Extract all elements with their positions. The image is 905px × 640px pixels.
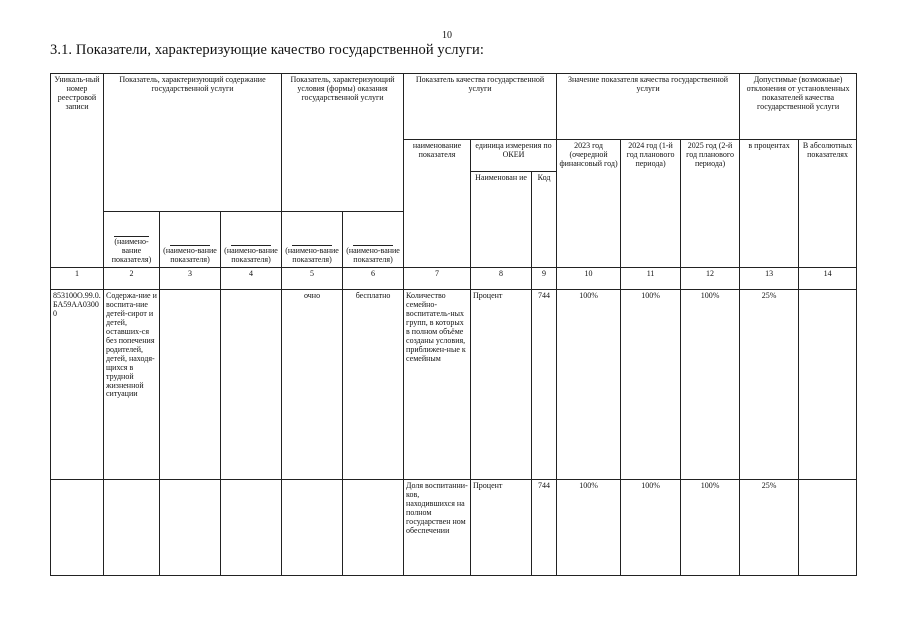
column-number: 7 bbox=[404, 268, 471, 290]
header-year-2023: 2023 год (очередной финансовый год) bbox=[557, 140, 621, 268]
header-year-2025: 2025 год (2-й год планового периода) bbox=[681, 140, 740, 268]
column-number: 11 bbox=[621, 268, 681, 290]
value-2024: 100% bbox=[621, 290, 681, 480]
quality-indicator-name: Доля воспитанни-ков, находившихся на полном государствен ном обеспечении bbox=[404, 480, 471, 576]
content-indicator-2 bbox=[160, 290, 221, 480]
value-2025: 100% bbox=[681, 480, 740, 576]
subheader-name-col2: (наимено-вание показателя) bbox=[104, 212, 160, 268]
column-number: 12 bbox=[681, 268, 740, 290]
registry-number bbox=[51, 480, 104, 576]
header-okei-name: Наименован ие bbox=[471, 172, 532, 268]
subheader-name-col5: (наимено-вание показателя) bbox=[282, 212, 343, 268]
unit-code: 744 bbox=[532, 480, 557, 576]
page-number: 10 bbox=[442, 30, 452, 41]
section-title: 3.1. Показатели, характеризующие качество государственной услуги: bbox=[50, 42, 485, 58]
header-deviation: Допустимые (возможные) отклонения от установленных показателей качества государственной услуги bbox=[740, 74, 857, 140]
subheader-name-col6: (наимено-вание показателя) bbox=[343, 212, 404, 268]
column-number: 5 bbox=[282, 268, 343, 290]
header-okei-unit: единица измерения по ОКЕИ bbox=[471, 140, 557, 172]
column-number: 9 bbox=[532, 268, 557, 290]
registry-number: 853100О.99.0.БА59АА03000 bbox=[51, 290, 104, 480]
header-unique-number: Уникаль-ный номер реестровой записи bbox=[51, 74, 104, 268]
table-row bbox=[51, 480, 857, 576]
header-in-percent: в процентах bbox=[740, 140, 799, 268]
header-year-2024: 2024 год (1-й год планового периода) bbox=[621, 140, 681, 268]
column-number: 14 bbox=[799, 268, 857, 290]
unit-name: Процент bbox=[471, 480, 532, 576]
header-okei-code: Код bbox=[532, 172, 557, 268]
deviation-absolute bbox=[799, 480, 857, 576]
condition-payment bbox=[343, 480, 404, 576]
column-number: 3 bbox=[160, 268, 221, 290]
content-indicator-3 bbox=[221, 290, 282, 480]
deviation-percent: 25% bbox=[740, 480, 799, 576]
quality-indicators-table bbox=[50, 73, 857, 576]
header-conditions-indicator: Показатель, характеризующий условия (формы) оказания государственной услуги bbox=[282, 74, 404, 212]
column-number: 6 bbox=[343, 268, 404, 290]
content-indicator-3 bbox=[221, 480, 282, 576]
column-number: 2 bbox=[104, 268, 160, 290]
deviation-percent: 25% bbox=[740, 290, 799, 480]
value-2024: 100% bbox=[621, 480, 681, 576]
unit-name: Процент bbox=[471, 290, 532, 480]
column-numbers-row bbox=[51, 268, 857, 290]
table-row bbox=[51, 290, 857, 480]
header-quality-value: Значение показателя качества государственной услуги bbox=[557, 74, 740, 140]
column-number: 8 bbox=[471, 268, 532, 290]
header-in-absolute: В абсолютных показателях bbox=[799, 140, 857, 268]
deviation-absolute bbox=[799, 290, 857, 480]
subheader-name-col3: (наимено-вание показателя) bbox=[160, 212, 221, 268]
condition-payment: бесплатно bbox=[343, 290, 404, 480]
condition-form: очно bbox=[282, 290, 343, 480]
content-indicator-2 bbox=[160, 480, 221, 576]
header-content-indicator: Показатель, характеризующий содержание государственной услуги bbox=[104, 74, 282, 212]
subheader-name-col4: (наимено-вание показателя) bbox=[221, 212, 282, 268]
column-number: 13 bbox=[740, 268, 799, 290]
column-number: 1 bbox=[51, 268, 104, 290]
unit-code: 744 bbox=[532, 290, 557, 480]
content-indicator-1 bbox=[104, 480, 160, 576]
value-2023: 100% bbox=[557, 290, 621, 480]
quality-indicator-name: Количество семейно-воспитатель-ных групп, в которых в полном объёме созданы условия, приближен-ные к семейным bbox=[404, 290, 471, 480]
value-2025: 100% bbox=[681, 290, 740, 480]
header-indicator-name: наименование показателя bbox=[404, 140, 471, 268]
header-quality-indicator: Показатель качества государственной услуги bbox=[404, 74, 557, 140]
column-number: 4 bbox=[221, 268, 282, 290]
condition-form bbox=[282, 480, 343, 576]
content-indicator-1: Содержа-ние и воспита-ние детей-сирот и детей, оставших-ся без попечения родителей, детей, находя-щихся в трудной жизненной ситуации bbox=[104, 290, 160, 480]
column-number: 10 bbox=[557, 268, 621, 290]
value-2023: 100% bbox=[557, 480, 621, 576]
